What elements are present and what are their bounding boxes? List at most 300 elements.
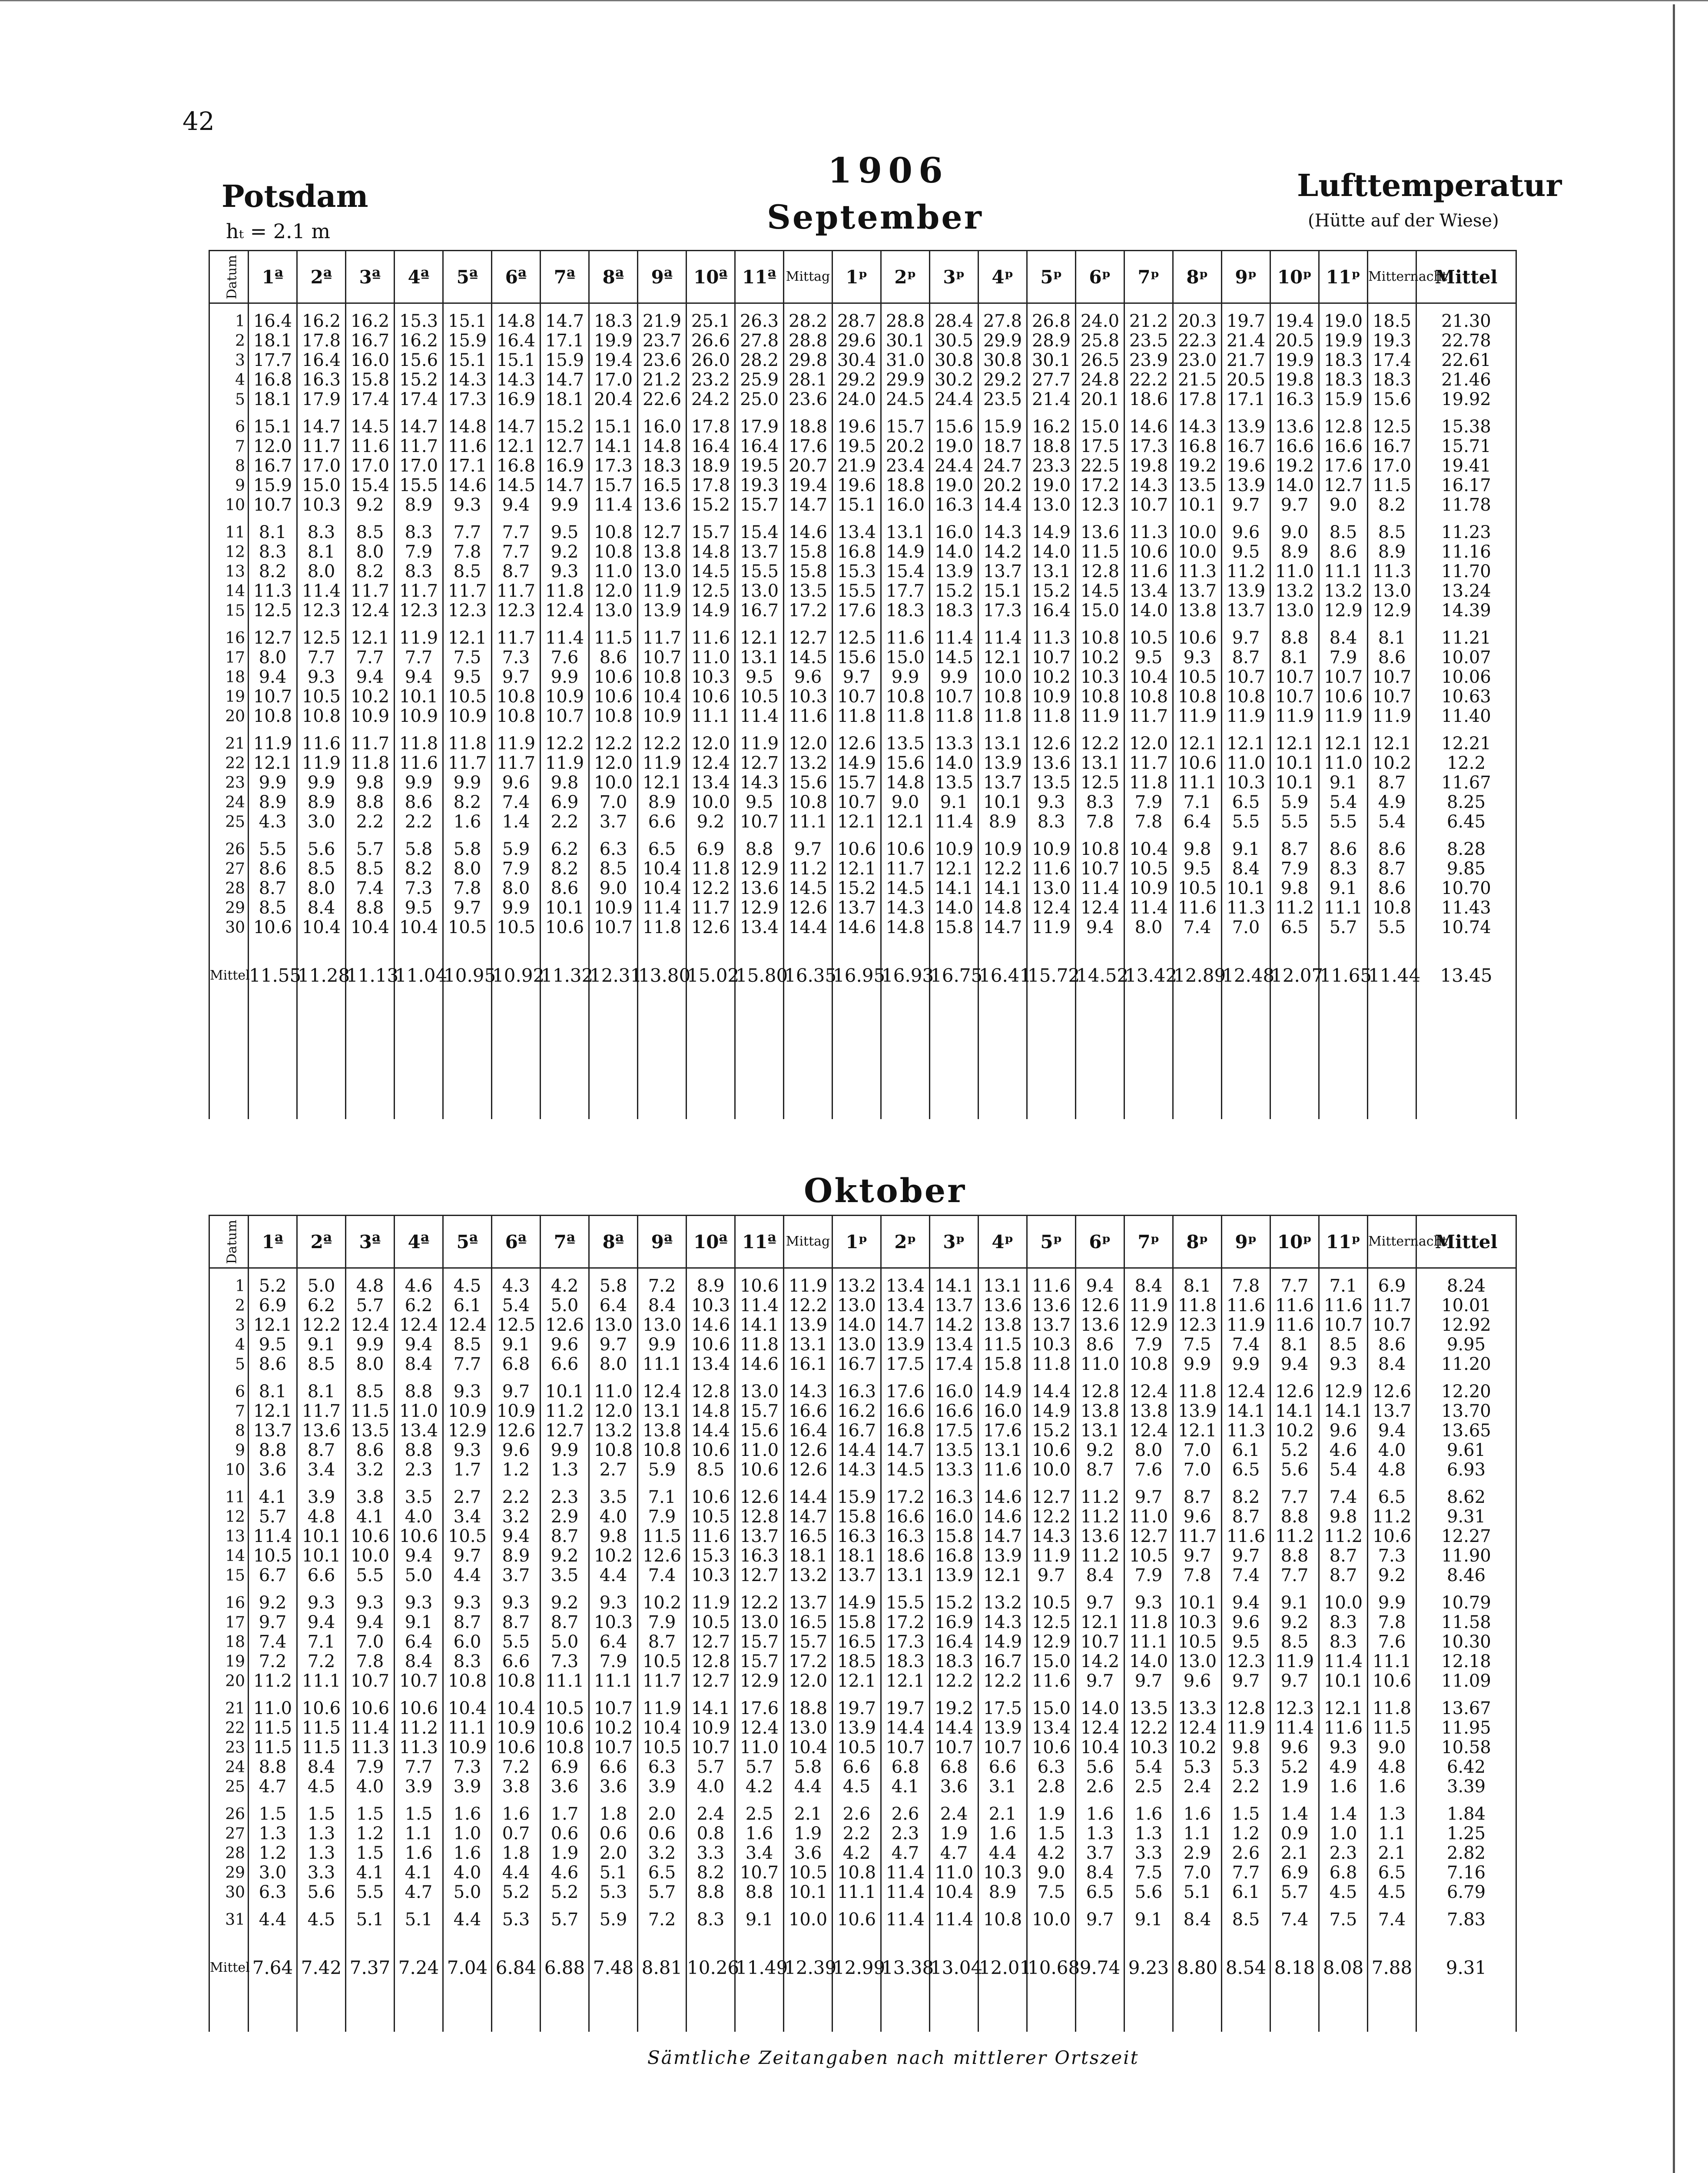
temperature-cell: 5.5 (1368, 918, 1416, 937)
temperature-cell: 5.5 (346, 1566, 395, 1585)
temperature-cell: 16.4 (249, 312, 297, 331)
hour-header: 11ᵖ (1319, 251, 1368, 303)
temperature-cell: 11.7 (443, 754, 492, 773)
temperature-cell: 1.9 (930, 1824, 978, 1844)
temperature-cell: 9.4 (1222, 1593, 1270, 1613)
temperature-cell: 4.3 (249, 812, 297, 832)
temperature-cell: 10.1 (1270, 773, 1319, 793)
temperature-cell: 15.5 (881, 1593, 930, 1613)
temperature-cell: 12.3 (443, 601, 492, 621)
temperature-cell: 9.7 (1222, 495, 1270, 515)
temperature-cell: 9.3 (1319, 1738, 1368, 1758)
table-row (209, 1718, 1516, 1738)
temperature-cell: 13.8 (978, 1316, 1027, 1335)
hourly-mean-cell: 9.23 (1124, 1937, 1173, 1998)
temperature-cell: 8.5 (346, 1382, 395, 1402)
temperature-cell: 18.1 (541, 390, 589, 409)
table-row (209, 1566, 1516, 1585)
temperature-cell: 10.5 (443, 1527, 492, 1546)
temperature-cell: 5.6 (297, 840, 346, 859)
temperature-cell: 9.3 (443, 1441, 492, 1460)
temperature-cell: 12.6 (687, 918, 735, 937)
temperature-cell: 17.1 (541, 331, 589, 351)
temperature-cell: 4.6 (1319, 1441, 1368, 1460)
temperature-cell: 5.0 (541, 1632, 589, 1652)
hour-header: 5ª (443, 251, 492, 303)
temperature-cell: 10.9 (1124, 879, 1173, 898)
temperature-cell: 13.0 (735, 581, 784, 601)
mean-row-label: Mittel (209, 945, 249, 1006)
temperature-cell: 8.2 (1222, 1488, 1270, 1507)
daily-mean-cell: 10.74 (1416, 918, 1516, 937)
temperature-cell: 9.1 (492, 1335, 541, 1355)
daily-mean-cell: 10.70 (1416, 879, 1516, 898)
temperature-cell: 9.3 (443, 495, 492, 515)
temperature-cell: 5.0 (443, 1883, 492, 1902)
temperature-cell: 19.0 (1319, 312, 1368, 331)
temperature-cell: 3.3 (297, 1863, 346, 1883)
temperature-cell: 9.7 (443, 1546, 492, 1566)
temperature-cell: 17.3 (443, 390, 492, 409)
temperature-cell: 15.3 (687, 1546, 735, 1566)
mean-row (209, 945, 1516, 1006)
temperature-cell: 18.3 (881, 1652, 930, 1671)
temperature-cell: 6.9 (541, 793, 589, 812)
day-cell: 11 (209, 1488, 249, 1507)
temperature-cell: 10.3 (297, 495, 346, 515)
temperature-cell: 11.5 (638, 1527, 687, 1546)
temperature-cell: 16.0 (930, 523, 978, 542)
september-table (209, 250, 1517, 1119)
temperature-cell: 5.1 (1173, 1883, 1222, 1902)
temperature-cell: 18.1 (249, 331, 297, 351)
temperature-cell: 9.7 (1124, 1671, 1173, 1691)
temperature-cell: 11.7 (395, 581, 443, 601)
table-row (209, 668, 1516, 687)
temperature-cell: 10.6 (832, 840, 881, 859)
temperature-cell: 1.0 (1319, 1824, 1368, 1844)
temperature-cell: 12.6 (541, 1316, 589, 1335)
temperature-cell: 11.1 (297, 1671, 346, 1691)
temperature-cell: 11.5 (1368, 476, 1416, 495)
temperature-cell: 12.1 (832, 1671, 881, 1691)
temperature-cell: 8.7 (1270, 840, 1319, 859)
temperature-cell: 10.6 (881, 840, 930, 859)
day-cell: 26 (209, 1804, 249, 1824)
temperature-cell: 9.7 (1270, 495, 1319, 515)
temperature-cell: 10.8 (589, 1441, 638, 1460)
table-row (209, 1382, 1516, 1402)
day-cell: 10 (209, 495, 249, 515)
temperature-cell: 20.4 (589, 390, 638, 409)
temperature-cell: 10.8 (638, 1441, 687, 1460)
temperature-cell: 13.1 (881, 1566, 930, 1585)
temperature-cell: 14.3 (1027, 1527, 1076, 1546)
temperature-cell: 16.4 (784, 1421, 832, 1441)
temperature-cell: 12.3 (297, 601, 346, 621)
hourly-mean-cell: 15.80 (735, 945, 784, 1006)
hour-header: 6ᵖ (1076, 1216, 1124, 1268)
temperature-cell: 7.1 (1319, 1276, 1368, 1296)
temperature-cell: 7.9 (589, 1652, 638, 1671)
temperature-cell: 8.8 (735, 840, 784, 859)
temperature-cell: 12.7 (249, 628, 297, 648)
temperature-cell: 10.6 (1368, 1527, 1416, 1546)
temperature-cell: 9.2 (541, 1593, 589, 1613)
temperature-cell: 7.5 (1124, 1863, 1173, 1883)
hourly-mean-cell: 12.07 (1270, 945, 1319, 1006)
hourly-mean-cell: 7.42 (297, 1937, 346, 1998)
temperature-cell: 13.0 (832, 1335, 881, 1355)
temperature-cell: 30.1 (881, 331, 930, 351)
temperature-cell: 13.8 (638, 542, 687, 562)
temperature-cell: 5.1 (395, 1910, 443, 1930)
temperature-cell: 8.0 (346, 542, 395, 562)
daily-mean-cell: 12.21 (1416, 734, 1516, 754)
temperature-cell: 7.7 (1270, 1276, 1319, 1296)
temperature-cell: 3.4 (735, 1844, 784, 1863)
daily-mean-cell: 10.01 (1416, 1296, 1516, 1316)
temperature-cell: 4.5 (297, 1910, 346, 1930)
temperature-cell: 11.7 (492, 628, 541, 648)
temperature-cell: 7.7 (1270, 1566, 1319, 1585)
temperature-cell: 13.4 (1027, 1718, 1076, 1738)
temperature-cell: 15.6 (735, 1421, 784, 1441)
temperature-cell: 12.1 (638, 773, 687, 793)
hour-header: 1ª (249, 251, 297, 303)
temperature-cell: 8.3 (443, 1652, 492, 1671)
temperature-cell: 1.2 (1222, 1824, 1270, 1844)
daily-mean-cell: 2.82 (1416, 1844, 1516, 1863)
temperature-cell: 17.2 (784, 1652, 832, 1671)
temperature-cell: 12.1 (346, 628, 395, 648)
temperature-cell: 11.8 (638, 918, 687, 937)
temperature-cell: 10.7 (1368, 1316, 1416, 1335)
temperature-cell: 12.1 (930, 859, 978, 879)
temperature-cell: 12.2 (541, 734, 589, 754)
temperature-cell: 20.1 (1076, 390, 1124, 409)
temperature-cell: 9.7 (832, 668, 881, 687)
temperature-cell: 3.5 (395, 1488, 443, 1507)
temperature-cell: 15.6 (832, 648, 881, 668)
temperature-cell: 14.6 (832, 918, 881, 937)
table-row (209, 754, 1516, 773)
temperature-cell: 10.7 (638, 648, 687, 668)
temperature-cell: 19.2 (930, 1699, 978, 1718)
temperature-cell: 12.5 (1076, 773, 1124, 793)
temperature-cell: 7.9 (1124, 1566, 1173, 1585)
temperature-cell: 14.0 (1124, 1652, 1173, 1671)
temperature-cell: 9.4 (395, 1335, 443, 1355)
day-cell: 6 (209, 417, 249, 437)
temperature-cell: 15.0 (1027, 1699, 1076, 1718)
temperature-cell: 11.4 (589, 495, 638, 515)
hourly-mean-cell: 10.26 (687, 1937, 735, 1998)
temperature-cell: 14.0 (832, 1316, 881, 1335)
temperature-cell: 13.9 (930, 1566, 978, 1585)
table-row (209, 1593, 1516, 1613)
temperature-cell: 9.8 (346, 773, 395, 793)
temperature-cell: 11.0 (1222, 754, 1270, 773)
temperature-cell: 2.2 (541, 812, 589, 832)
temperature-cell: 10.0 (1173, 523, 1222, 542)
temperature-cell: 16.4 (687, 437, 735, 456)
temperature-cell: 24.4 (930, 456, 978, 476)
daily-mean-cell: 12.20 (1416, 1382, 1516, 1402)
temperature-cell: 16.2 (395, 331, 443, 351)
hour-header: 1ª (249, 1216, 297, 1268)
temperature-cell: 11.3 (249, 581, 297, 601)
temperature-cell: 2.2 (1222, 1777, 1270, 1797)
temperature-cell: 10.5 (1173, 1632, 1222, 1652)
temperature-cell: 15.2 (1027, 1421, 1076, 1441)
temperature-cell: 15.2 (930, 581, 978, 601)
temperature-cell: 13.0 (1173, 1652, 1222, 1671)
temperature-cell: 3.8 (492, 1777, 541, 1797)
daily-mean-cell: 12.18 (1416, 1652, 1516, 1671)
temperature-cell: 4.4 (249, 1910, 297, 1930)
temperature-cell: 13.0 (589, 1316, 638, 1335)
temperature-cell: 7.3 (395, 879, 443, 898)
hourly-mean-cell: 12.48 (1222, 945, 1270, 1006)
temperature-cell: 10.2 (346, 687, 395, 707)
temperature-cell: 10.7 (930, 1738, 978, 1758)
temperature-cell: 16.3 (297, 370, 346, 390)
temperature-cell: 8.7 (492, 562, 541, 581)
temperature-cell: 8.8 (249, 1441, 297, 1460)
temperature-cell: 10.8 (492, 707, 541, 726)
temperature-cell: 6.8 (1319, 1863, 1368, 1883)
temperature-cell: 28.1 (784, 370, 832, 390)
table-row (209, 562, 1516, 581)
temperature-cell: 9.7 (492, 668, 541, 687)
temperature-cell: 17.2 (1076, 476, 1124, 495)
temperature-cell: 13.8 (1076, 1402, 1124, 1421)
table-row (209, 1276, 1516, 1296)
temperature-cell: 9.4 (346, 1613, 395, 1632)
daily-mean-cell: 13.65 (1416, 1421, 1516, 1441)
temperature-cell: 8.0 (297, 879, 346, 898)
temperature-cell: 14.6 (784, 523, 832, 542)
temperature-cell: 19.8 (1124, 456, 1173, 476)
temperature-cell: 12.2 (589, 734, 638, 754)
temperature-cell: 12.9 (735, 1671, 784, 1691)
day-cell: 4 (209, 370, 249, 390)
temperature-cell: 19.0 (930, 437, 978, 456)
temperature-cell: 13.9 (1222, 476, 1270, 495)
day-cell: 4 (209, 1335, 249, 1355)
temperature-cell: 8.3 (1076, 793, 1124, 812)
temperature-cell: 17.5 (978, 1699, 1027, 1718)
temperature-cell: 12.0 (1124, 734, 1173, 754)
temperature-cell: 11.5 (249, 1738, 297, 1758)
temperature-cell: 12.0 (784, 734, 832, 754)
temperature-cell: 18.3 (930, 1652, 978, 1671)
temperature-cell: 17.4 (395, 390, 443, 409)
temperature-cell: 5.7 (249, 1507, 297, 1527)
temperature-cell: 9.3 (492, 1593, 541, 1613)
temperature-cell: 1.5 (395, 1804, 443, 1824)
temperature-cell: 18.3 (1368, 370, 1416, 390)
temperature-cell: 9.0 (1368, 1738, 1416, 1758)
temperature-cell: 5.5 (1319, 812, 1368, 832)
temperature-cell: 11.1 (589, 1671, 638, 1691)
temperature-cell: 6.5 (638, 1863, 687, 1883)
temperature-cell: 11.4 (735, 707, 784, 726)
temperature-cell: 13.7 (1027, 1316, 1076, 1335)
temperature-cell: 16.7 (978, 1652, 1027, 1671)
temperature-cell: 7.9 (492, 859, 541, 879)
temperature-cell: 19.0 (930, 476, 978, 495)
temperature-cell: 25.9 (735, 370, 784, 390)
temperature-cell: 12.5 (249, 601, 297, 621)
temperature-cell: 12.8 (1076, 562, 1124, 581)
temperature-cell: 10.2 (589, 1546, 638, 1566)
temperature-cell: 10.4 (638, 879, 687, 898)
hourly-mean-cell: 15.72 (1027, 945, 1076, 1006)
temperature-cell: 5.7 (735, 1758, 784, 1777)
daily-mean-cell: 9.31 (1416, 1507, 1516, 1527)
temperature-cell: 5.2 (492, 1883, 541, 1902)
temperature-cell: 8.2 (249, 562, 297, 581)
temperature-cell: 3.2 (492, 1507, 541, 1527)
temperature-cell: 12.9 (1124, 1316, 1173, 1335)
temperature-cell: 16.2 (346, 312, 395, 331)
table-row (209, 879, 1516, 898)
temperature-cell: 12.6 (784, 1460, 832, 1480)
temperature-cell: 6.5 (1222, 1460, 1270, 1480)
temperature-cell: 16.7 (832, 1421, 881, 1441)
temperature-cell: 16.8 (832, 542, 881, 562)
hour-header: 5ª (443, 1216, 492, 1268)
temperature-cell: 11.1 (1319, 898, 1368, 918)
temperature-cell: 10.3 (1222, 773, 1270, 793)
temperature-cell: 4.0 (395, 1507, 443, 1527)
temperature-cell: 14.7 (395, 417, 443, 437)
hour-header: Mittag (784, 1216, 832, 1268)
temperature-cell: 5.6 (297, 1883, 346, 1902)
table-row (209, 1844, 1516, 1863)
temperature-cell: 14.9 (978, 1382, 1027, 1402)
temperature-cell: 8.0 (297, 562, 346, 581)
temperature-cell: 9.4 (297, 1613, 346, 1632)
temperature-cell: 11.6 (443, 437, 492, 456)
temperature-cell: 17.2 (881, 1488, 930, 1507)
temperature-cell: 12.3 (1270, 1699, 1319, 1718)
temperature-cell: 8.5 (1319, 1335, 1368, 1355)
temperature-cell: 7.2 (249, 1652, 297, 1671)
temperature-cell: 6.9 (687, 840, 735, 859)
temperature-cell: 16.4 (735, 437, 784, 456)
temperature-cell: 11.8 (1124, 1613, 1173, 1632)
temperature-cell: 12.9 (1319, 601, 1368, 621)
temperature-cell: 10.1 (541, 898, 589, 918)
temperature-cell: 10.8 (492, 687, 541, 707)
temperature-cell: 10.6 (589, 668, 638, 687)
temperature-cell: 5.8 (784, 1758, 832, 1777)
temperature-cell: 9.3 (1173, 648, 1222, 668)
temperature-cell: 14.7 (784, 1507, 832, 1527)
temperature-cell: 15.6 (395, 351, 443, 370)
temperature-cell: 14.7 (978, 1527, 1027, 1546)
hour-header: 7ª (541, 251, 589, 303)
hour-header: 11ᵖ (1319, 1216, 1368, 1268)
temperature-cell: 16.3 (881, 1527, 930, 1546)
temperature-cell: 10.6 (687, 1441, 735, 1460)
temperature-cell: 9.4 (1368, 1421, 1416, 1441)
temperature-cell: 1.9 (1270, 1777, 1319, 1797)
temperature-cell: 12.4 (1173, 1718, 1222, 1738)
temperature-cell: 25.8 (1076, 331, 1124, 351)
temperature-cell: 15.6 (1368, 390, 1416, 409)
temperature-cell: 15.6 (930, 417, 978, 437)
table-row (209, 523, 1516, 542)
temperature-cell: 14.7 (492, 417, 541, 437)
temperature-cell: 4.8 (346, 1276, 395, 1296)
temperature-cell: 12.2 (638, 734, 687, 754)
temperature-cell: 8.4 (297, 1758, 346, 1777)
temperature-cell: 12.9 (1319, 1382, 1368, 1402)
temperature-cell: 10.4 (638, 687, 687, 707)
hour-header: Mitternacht (1368, 251, 1416, 303)
temperature-cell: 8.9 (492, 1546, 541, 1566)
temperature-cell: 10.1 (1319, 1671, 1368, 1691)
temperature-cell: 13.3 (1173, 1699, 1222, 1718)
temperature-cell: 1.8 (492, 1844, 541, 1863)
temperature-cell: 11.8 (395, 734, 443, 754)
temperature-cell: 10.4 (784, 1738, 832, 1758)
table-row (209, 1335, 1516, 1355)
temperature-cell: 15.5 (735, 562, 784, 581)
temperature-cell: 10.9 (492, 1718, 541, 1738)
temperature-cell: 8.8 (346, 793, 395, 812)
temperature-cell: 8.7 (1368, 773, 1416, 793)
table-row (209, 331, 1516, 351)
temperature-cell: 11.7 (297, 1402, 346, 1421)
temperature-cell: 9.5 (541, 523, 589, 542)
temperature-cell: 4.9 (1368, 793, 1416, 812)
temperature-cell: 9.0 (589, 879, 638, 898)
temperature-cell: 14.6 (443, 476, 492, 495)
temperature-cell: 9.6 (1319, 1421, 1368, 1441)
temperature-cell: 10.8 (589, 523, 638, 542)
temperature-cell: 22.2 (1124, 370, 1173, 390)
temperature-cell: 15.0 (297, 476, 346, 495)
temperature-cell: 11.2 (784, 859, 832, 879)
temperature-cell: 11.7 (638, 628, 687, 648)
temperature-cell: 13.8 (638, 1421, 687, 1441)
temperature-cell: 6.1 (443, 1296, 492, 1316)
temperature-cell: 10.0 (1027, 1910, 1076, 1930)
temperature-cell: 9.7 (1222, 628, 1270, 648)
temperature-cell: 15.0 (1027, 1652, 1076, 1671)
temperature-cell: 7.8 (443, 879, 492, 898)
temperature-cell: 8.2 (1368, 495, 1416, 515)
quantity-note: (Hütte auf der Wiese) (1308, 211, 1499, 231)
temperature-cell: 10.8 (492, 1671, 541, 1691)
temperature-cell: 8.3 (1319, 859, 1368, 879)
day-cell: 27 (209, 859, 249, 879)
temperature-cell: 9.2 (1270, 1613, 1319, 1632)
temperature-cell: 8.2 (687, 1863, 735, 1883)
temperature-cell: 18.8 (784, 417, 832, 437)
daily-mean-cell: 1.84 (1416, 1804, 1516, 1824)
temperature-cell: 17.8 (1173, 390, 1222, 409)
temperature-cell: 13.5 (1027, 773, 1076, 793)
daily-mean-cell: 6.79 (1416, 1883, 1516, 1902)
temperature-cell: 4.0 (1368, 1441, 1416, 1460)
temperature-cell: 13.4 (832, 523, 881, 542)
